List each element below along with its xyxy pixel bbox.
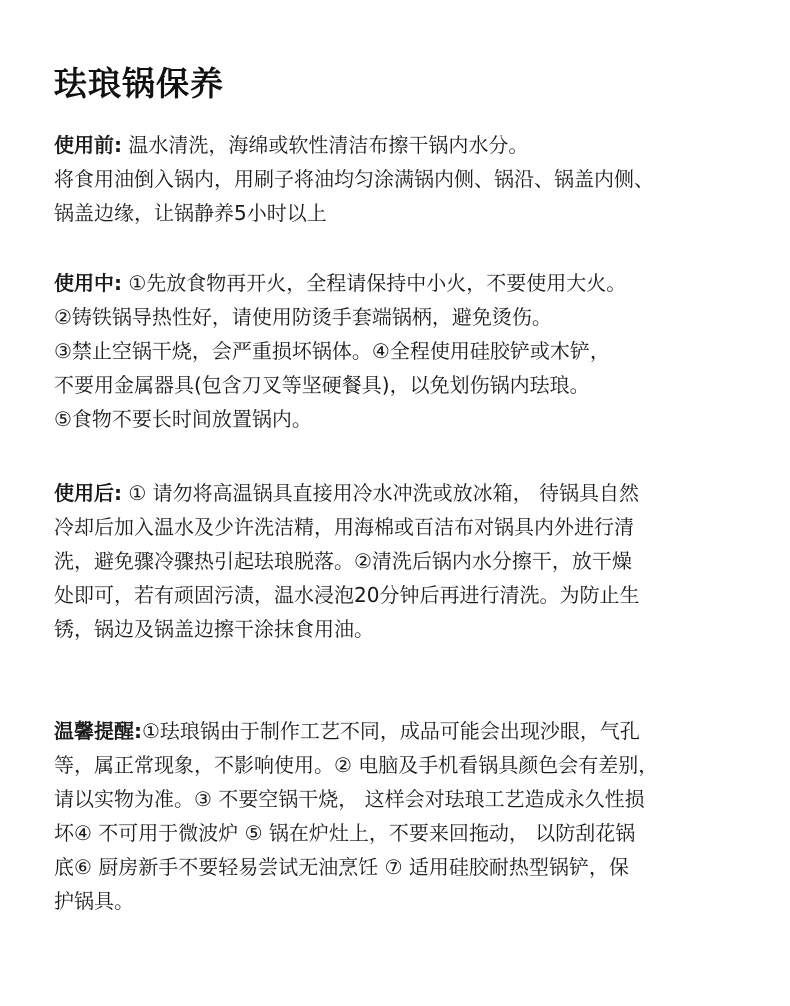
section-label: 使用前: (54, 133, 122, 157)
section-during-use (54, 266, 754, 436)
section-line: 冷却后加入温水及少许洗洁精，用海棉或百洁布对锅具内外进行清 (54, 515, 634, 539)
section-after-use (54, 476, 754, 646)
section-line (54, 476, 754, 510)
section-label: 使用后: (54, 481, 122, 505)
section-line: 请以实物为准。③ 不要空锅干烧， 这样会对珐琅工艺造成永久性损 (54, 787, 645, 811)
section-label: 使用中: (54, 271, 122, 295)
section-label: 温馨提醒: (54, 719, 142, 743)
section-line: 处即可，若有顽固污渍，温水浸泡20分钟后再进行清洗。为防止生 (54, 583, 640, 607)
page-title: 珐琅锅保养 (54, 64, 224, 103)
section-text: ①先放食物再开火，全程请保持中小火，不要使用大火。 (122, 271, 627, 295)
section-line: 坏④ 不可用于微波炉 ⑤ 锅在炉灶上，不要来回拖动， 以防刮花锅 (54, 821, 636, 845)
section-line (54, 714, 754, 748)
section-line: 不要用金属器具(包含刀叉等坚硬餐具)，以免划伤锅内珐琅。 (54, 373, 590, 397)
section-line: ⑤食物不要长时间放置锅内。 (54, 407, 312, 431)
section-line: 锈，锅边及锅盖边擦干涂抹食用油。 (54, 617, 374, 641)
section-text: ① 请勿将高温锅具直接用冷水冲洗或放冰箱， 待锅具自然 (122, 481, 640, 505)
section-line: 将食用油倒入锅内，用刷子将油均匀涂满锅内侧、锅沿、锅盖内侧、 (54, 167, 654, 191)
section-line: ③禁止空锅干烧，会严重损坏锅体。④全程使用硅胶铲或木铲， (54, 339, 610, 363)
section-line: ②铸铁锅导热性好，请使用防烫手套端锅柄，避免烫伤。 (54, 305, 552, 329)
section-line (54, 128, 754, 162)
section-before-use (54, 128, 754, 230)
section-line: 等，属正常现象，不影响使用。② 电脑及手机看锅具颜色会有差别， (54, 753, 659, 777)
section-text: 温水清洗，海绵或软性清洁布擦干锅内水分。 (122, 133, 529, 157)
section-line (54, 266, 754, 300)
section-line: 锅盖边缘，让锅静养5小时以上 (54, 201, 327, 225)
section-line: 洗，避免骤冷骤热引起珐琅脱落。②清洗后锅内水分擦干，放干燥 (54, 549, 632, 573)
section-line: 底⑥ 厨房新手不要轻易尝试无油烹饪 ⑦ 适用硅胶耐热型锅铲，保 (54, 855, 629, 879)
section-warm-tips (54, 714, 754, 918)
section-text: ①珐琅锅由于制作工艺不同，成品可能会出现沙眼，气孔 (142, 719, 640, 743)
section-line: 护锅具。 (54, 889, 134, 913)
